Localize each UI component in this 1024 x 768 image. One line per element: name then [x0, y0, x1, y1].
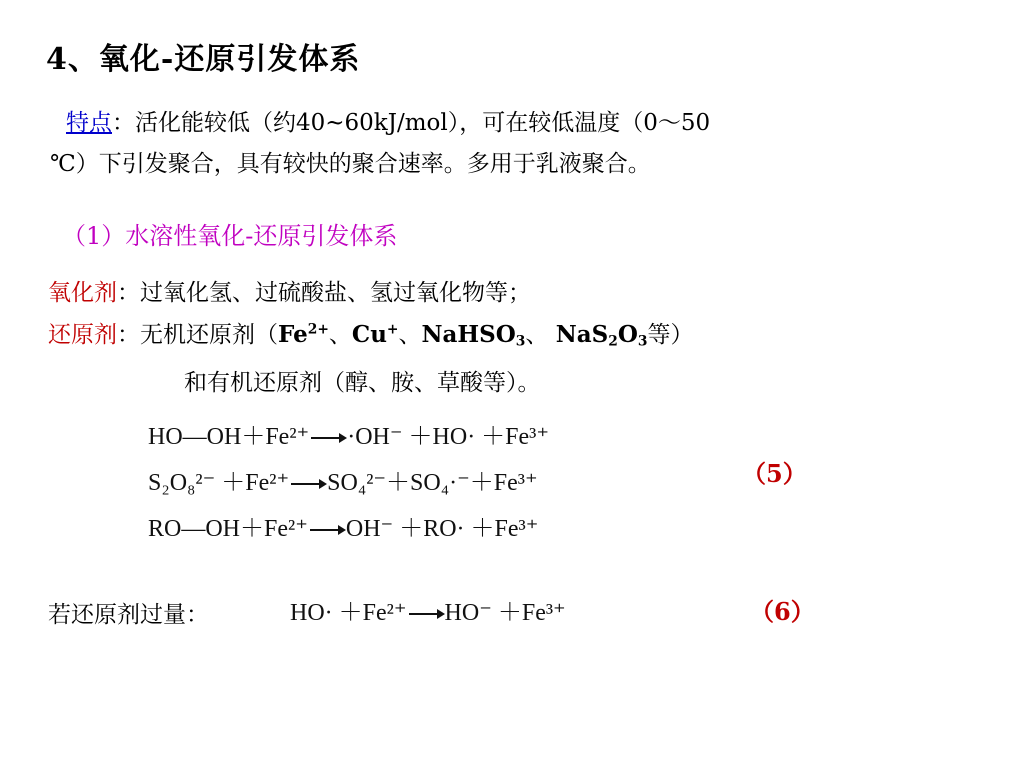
equation-1-left: HO—OH＋Fe²⁺ [148, 424, 310, 450]
equation-excess [290, 592, 566, 627]
features-line-1 [66, 104, 710, 137]
fe-ion: Fe [278, 321, 308, 348]
equation-3-left: RO—OH＋Fe²⁺ [148, 516, 308, 542]
oxidant-line [48, 274, 531, 307]
oxidant-text: ：过氧化氢、过硫酸盐、氢过氧化物等； [117, 280, 531, 306]
reductant-line-2: 和有机还原剂（醇、胺、草酸等）。 [184, 370, 541, 396]
equation-2 [148, 462, 538, 497]
cu-charge: + [386, 321, 399, 338]
subheading: （1）水溶性氧化-还原引发体系 [62, 222, 398, 250]
features-line-2: ℃）下引发聚合，具有较快的聚合速率。多用于乳液聚合。 [50, 151, 651, 177]
arrow-icon [311, 437, 345, 439]
equation-1 [148, 416, 549, 451]
sep-3: 、 [525, 322, 556, 348]
cu-ion: Cu [351, 321, 387, 348]
nas2o3-o: O [617, 321, 638, 348]
features-label: 特点 [66, 110, 112, 136]
nas2o3-sub2: 3 [637, 333, 648, 350]
arrow-icon [291, 483, 325, 485]
fe-charge: 2+ [307, 321, 329, 338]
equation-2-right: SO₄²⁻＋SO₄·⁻＋Fe³⁺ [327, 470, 538, 496]
equation-number-6: （6） [750, 597, 815, 626]
equation-number-5: （5） [742, 459, 807, 488]
equation-excess-right: HO⁻ ＋Fe³⁺ [444, 600, 566, 626]
nas2o3: NaS [555, 321, 609, 348]
equation-block [148, 416, 688, 556]
equation-excess-left: HO· ＋Fe²⁺ [290, 600, 407, 626]
excess-label: 若还原剂过量： [48, 602, 209, 628]
equation-1-right: ·OH⁻ ＋HO· ＋Fe³⁺ [347, 424, 550, 450]
reductant-line [48, 316, 694, 349]
arrow-icon [409, 613, 443, 615]
equation-3-right: OH⁻ ＋RO· ＋Fe³⁺ [345, 516, 539, 542]
oxidant-label: 氧化剂 [48, 280, 117, 306]
nahso3: NaHSO [421, 321, 516, 348]
reductant-suffix: 等） [647, 322, 694, 348]
nahso3-sub: 3 [515, 333, 526, 350]
sep-2: 、 [398, 322, 422, 348]
equation-2-left: S₂O₈²⁻ ＋Fe²⁺ [148, 470, 290, 496]
nas2o3-sub1: 2 [608, 333, 618, 350]
reductant-label: 还原剂 [48, 322, 117, 348]
features-text-1: ：活化能较低（约40~60kJ/mol），可在较低温度（0～50 [112, 110, 711, 136]
arrow-icon [310, 529, 344, 531]
sep-1: 、 [328, 322, 352, 348]
page-title: 4、氧化-还原引发体系 [46, 42, 361, 77]
reductant-prefix: ：无机还原剂（ [117, 322, 278, 348]
equation-3 [148, 508, 538, 543]
